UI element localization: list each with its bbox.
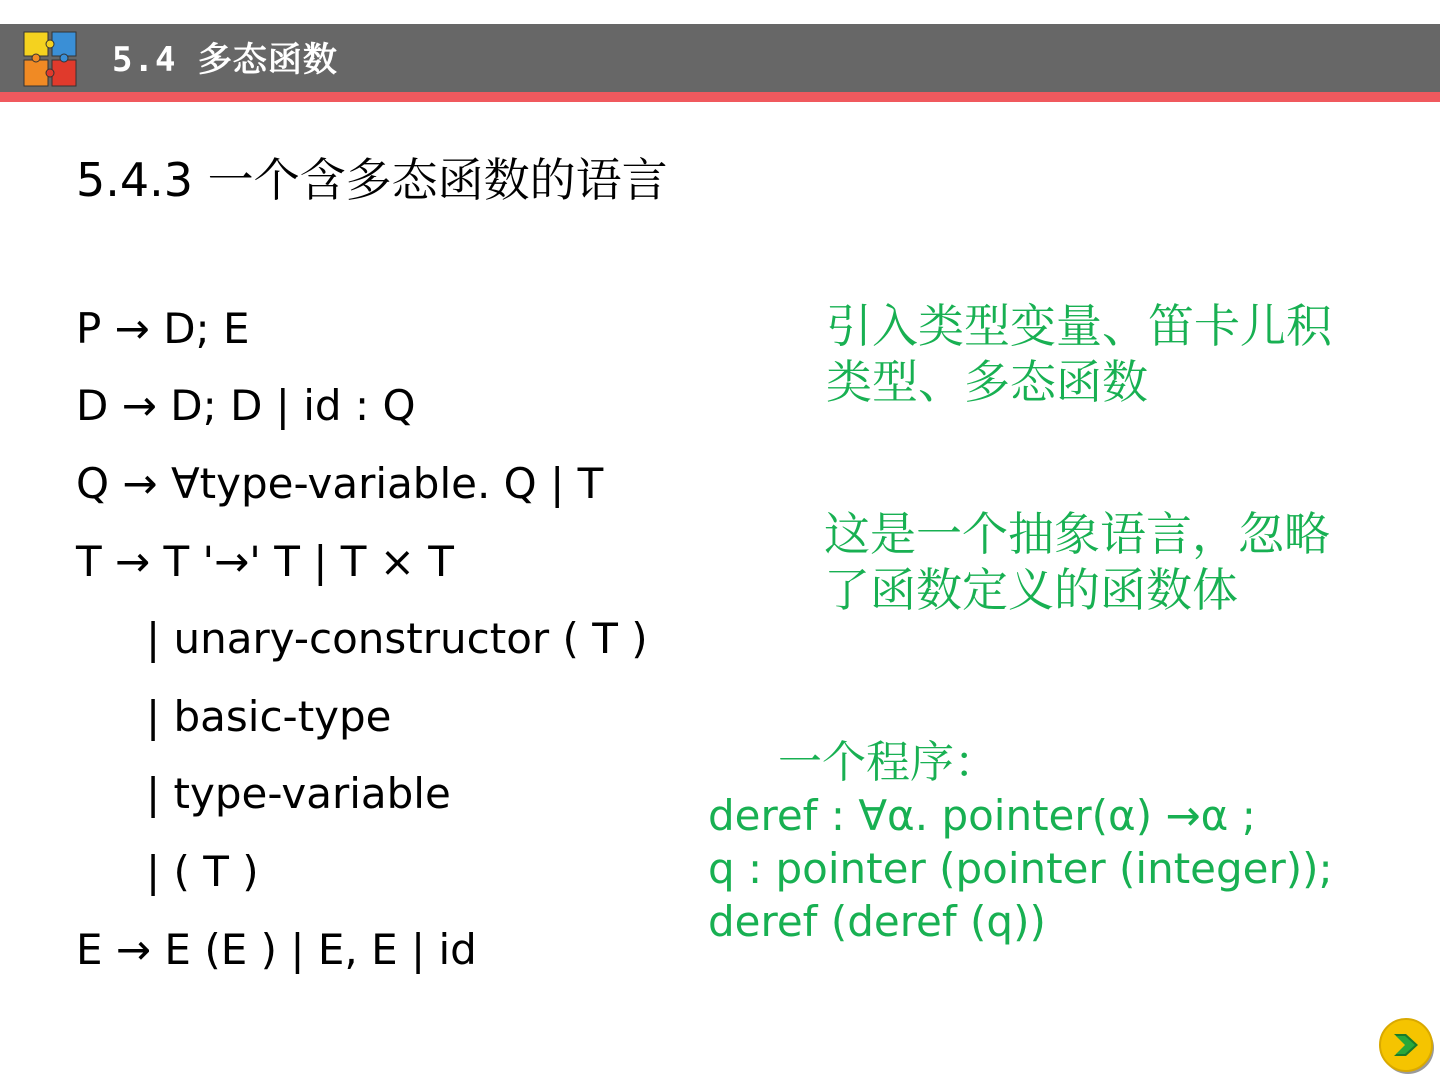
note-line: 了函数定义的函数体 [824, 563, 1238, 617]
program-line: deref : ∀α. pointer(α) →α ; [708, 791, 1256, 840]
note-line: 引入类型变量、笛卡儿积 [826, 299, 1332, 353]
note-line: 这是一个抽象语言，忽略 [824, 507, 1330, 561]
grammar-line-t: T → T '→' T | T × T [76, 537, 454, 586]
note-type-variables [826, 298, 1332, 410]
program-heading: 一个程序： [778, 737, 998, 788]
next-slide-button[interactable] [1376, 1016, 1436, 1076]
grammar-line-t-paren: | ( T ) [146, 847, 259, 896]
note-line: 类型、多态函数 [826, 355, 1148, 409]
grammar-line-d: D → D; D | id : Q [76, 381, 416, 430]
grammar-line-t-basic: | basic-type [146, 692, 392, 741]
program-line: q : pointer (pointer (integer)); [708, 844, 1333, 893]
example-program [708, 736, 1333, 948]
grammar-line-q: Q → ∀type-variable. Q | T [76, 459, 604, 508]
header-stripe [0, 92, 1440, 102]
grammar-line-t-typevar: | type-variable [146, 769, 451, 818]
grammar-line-t-unary: | unary-constructor ( T ) [146, 614, 648, 663]
header-title: 5.4 多态函数 [112, 40, 338, 80]
section-subtitle: 5.4.3 一个含多态函数的语言 [76, 153, 668, 207]
program-line: deref (deref (q)) [708, 897, 1046, 946]
puzzle-logo-icon [22, 30, 78, 88]
note-abstract-language [824, 506, 1330, 618]
grammar-line-p: P → D; E [76, 304, 250, 353]
grammar-line-e: E → E (E ) | E, E | id [76, 925, 477, 974]
